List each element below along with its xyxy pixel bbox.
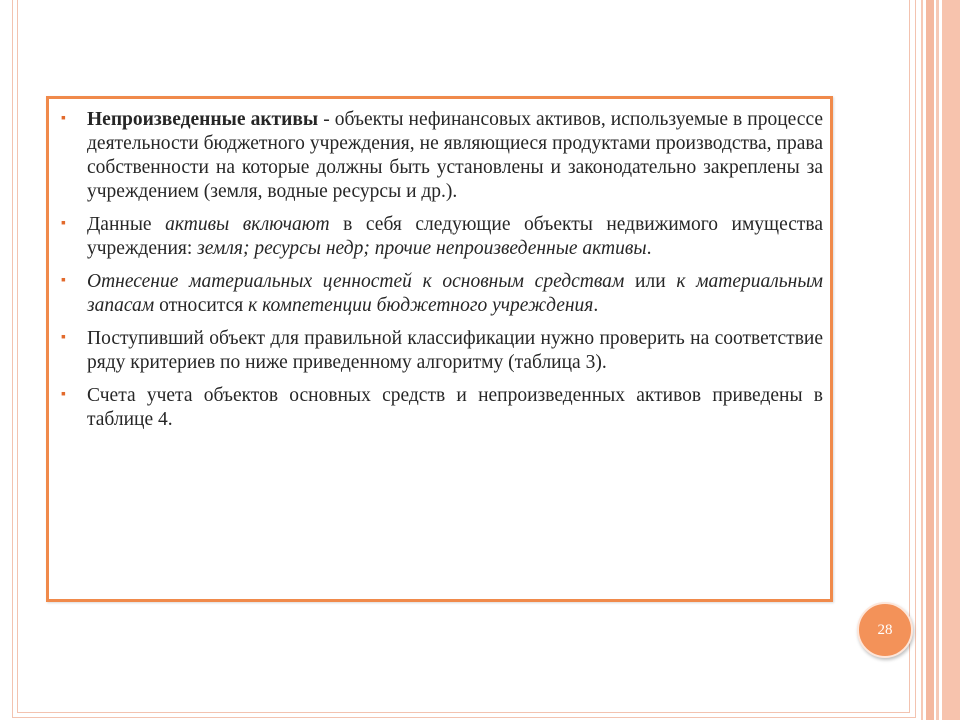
bullet-item-nonproduced-assets bbox=[61, 108, 823, 204]
bullet-marker-icon: ▪ bbox=[61, 387, 66, 402]
bullet-marker-icon: ▪ bbox=[61, 330, 66, 345]
italic-text: к компетенции бюджетного учреждения bbox=[248, 295, 594, 316]
bullet-marker-icon: ▪ bbox=[61, 111, 66, 126]
bullet-item-incoming-object bbox=[61, 327, 823, 375]
italic-text: активы включают bbox=[165, 214, 330, 235]
decor-stripe bbox=[926, 0, 934, 720]
bullet-text: относится bbox=[159, 295, 249, 316]
bullet-text: . bbox=[593, 295, 599, 316]
bullet-marker-icon: ▪ bbox=[61, 273, 66, 288]
bullet-list bbox=[61, 108, 823, 441]
bullet-item-accounts bbox=[61, 384, 823, 432]
italic-text: запасам bbox=[87, 295, 160, 316]
bullet-item-assets-include bbox=[61, 213, 823, 261]
bullet-text: . bbox=[646, 238, 652, 259]
bold-term: Непроизведенные активы bbox=[87, 109, 319, 130]
bullet-marker-icon: ▪ bbox=[61, 216, 66, 231]
decor-stripe bbox=[936, 0, 939, 720]
bullet-text: Поступивший объект для правильной классификации нужно проверить на соответствие ряду критериев по ниже приведенному алгоритму (таблица 3). bbox=[87, 328, 823, 373]
italic-text: земля; ресурсы недр; прочие непроизведенные активы bbox=[197, 238, 647, 259]
bullet-text: - объекты нефинансовых активов, используемые в процессе деятельности бюджетного учреждения, не являющиеся продуктами производства, права собственности на которые должны быть установлены и законодательно закреплены за учреждением (земля, водные ресурсы и др.). bbox=[87, 109, 823, 202]
italic-text: к материальным bbox=[676, 271, 823, 292]
decor-stripe bbox=[921, 0, 923, 720]
content-box bbox=[46, 96, 833, 602]
bullet-text: Счета учета объектов основных средств и непроизведенных активов приведены в таблице 4. bbox=[87, 385, 823, 430]
decor-stripe bbox=[942, 0, 960, 720]
bullet-text: в себя следующие объекты недвижимого имущества учреждения: bbox=[87, 214, 823, 259]
bullet-text: Данные bbox=[87, 214, 166, 235]
page-number-badge: 28 bbox=[857, 602, 913, 658]
bullet-text: или bbox=[624, 271, 677, 292]
bullet-item-classification bbox=[61, 270, 823, 318]
italic-text: Отнесение материальных ценностей к основным средствам bbox=[87, 271, 625, 292]
